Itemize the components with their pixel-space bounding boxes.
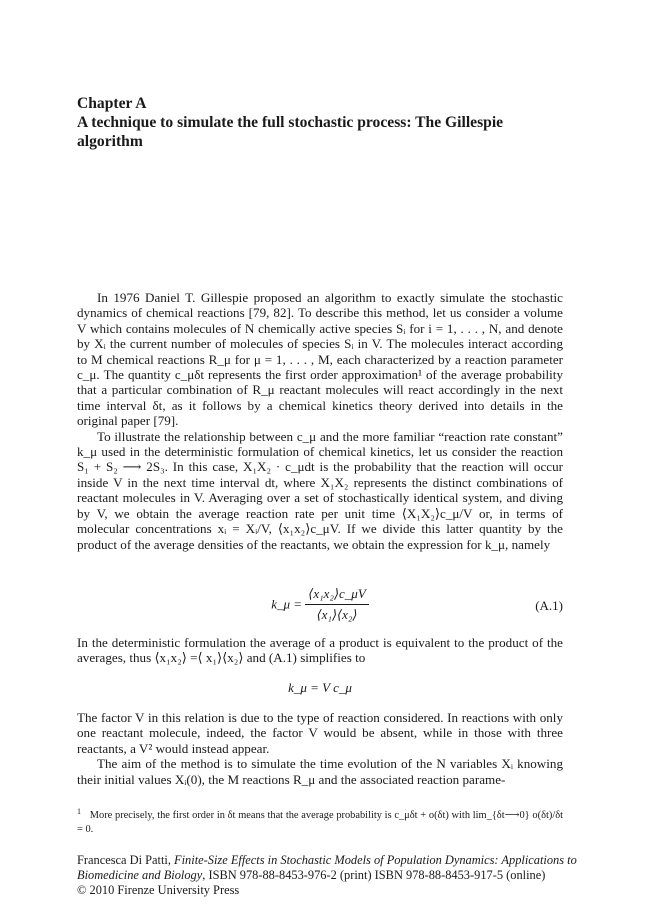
chapter-title-line-2: algorithm bbox=[77, 133, 143, 150]
chapter-title-line-1: A technique to simulate the full stochastic process: The Gillespie bbox=[77, 114, 504, 131]
body-text-block-2 bbox=[77, 635, 563, 666]
footnote-mark: 1 bbox=[77, 807, 81, 816]
isbn-text: , ISBN 978-88-8453-976-2 (print) ISBN 978-88-8453-917-5 (online) bbox=[202, 868, 546, 882]
paragraph-4: The factor V in this relation is due to the type of reaction considered. In reactions with only one reactant molecule, indeed, the factor V would be absent, while in those with three reactants, a V² would instead appear. bbox=[77, 710, 563, 756]
publication-credit bbox=[77, 853, 577, 898]
paragraph-2: To illustrate the relationship between c_μ and the more familiar “reaction rate constant” k_μ used in the deterministic formulation of chemical kinetics, let us consider the reaction S₁ + S₂ ⟶ 2S₃. In this case, X₁X₂ · c_μdt is the probability that the reaction will occur inside V in the next time interval dt, where X₁X₂ represents the distinct combinations of reactant molecules in V. Averaging over a set of stochastically identical system, and diving by V, we obtain the average reaction rate per unit time ⟨X₁X₂⟩c_μ/V or, in terms of molecular concentrations xᵢ = Xᵢ/V, ⟨x₁x₂⟩c_μV. If we divide this latter quantity by the product of the average densities of the reactants, we obtain the expression for k_μ, namely bbox=[77, 428, 563, 552]
footnote-text: More precisely, the first order in δt means that the average probability is c_μδt + o(δt) with lim_{δt⟶0} o(δt)/δt = 0. bbox=[77, 810, 563, 835]
copyright-line: © 2010 Firenze University Press bbox=[77, 883, 240, 897]
footnote bbox=[77, 805, 563, 836]
equation-a1-fraction bbox=[305, 586, 368, 623]
equation-a1-denominator: ⟨x₁⟩⟨x₂⟩ bbox=[316, 607, 358, 622]
body-text-block-3 bbox=[77, 710, 563, 787]
equation-a1 bbox=[77, 586, 563, 628]
book-title: Finite-Size Effects in Stochastic Models of Population Dynamics: Applications to Biomedicine and Biology bbox=[77, 853, 577, 882]
paragraph-1: In 1976 Daniel T. Gillespie proposed an algorithm to exactly simulate the stochastic dynamics of chemical reactions [79, 82]. To describe this method, let us consider a volume V which contains molecules of N chemically active species Sᵢ for i = 1, . . . , N, and denote by Xᵢ the current number of molecules of species Sᵢ in V. The molecules interact according to M chemical reactions R_μ for μ = 1, . . . , M, each characterized by a reaction parameter c_μ. The quantity c_μδt represents the first order approximation¹ of the average probability that a particular combination of R_μ reactant molecules will react accordingly in the next time interval δt, as it follows by a chemical kinetics theory derived into details in the original paper [79]. bbox=[77, 290, 563, 429]
paragraph-5: The aim of the method is to simulate the time evolution of the N variables Xᵢ knowing their initial values Xᵢ(0), the M reactions R_μ and the associated reaction parame- bbox=[77, 756, 563, 787]
chapter-heading bbox=[77, 94, 577, 151]
paragraph-3: In the deterministic formulation the average of a product is equivalent to the product of the averages, thus ⟨x₁x₂⟩ =⟨ x₁⟩⟨x₂⟩ and (A.1) simplifies to bbox=[77, 635, 563, 666]
equation-a1-lhs: k_μ = bbox=[271, 596, 303, 612]
equation-a1-number: (A.1) bbox=[535, 598, 563, 613]
equation-a2-expression: k_μ = V c_μ bbox=[288, 680, 352, 695]
citation-line bbox=[77, 853, 577, 883]
equation-a2 bbox=[77, 680, 563, 696]
body-text-block-1 bbox=[77, 290, 563, 552]
equation-a1-numerator: ⟨x₁x₂⟩c_μV bbox=[305, 586, 368, 605]
author-name: Francesca Di Patti, bbox=[77, 853, 175, 867]
chapter-label: Chapter A bbox=[77, 95, 147, 112]
